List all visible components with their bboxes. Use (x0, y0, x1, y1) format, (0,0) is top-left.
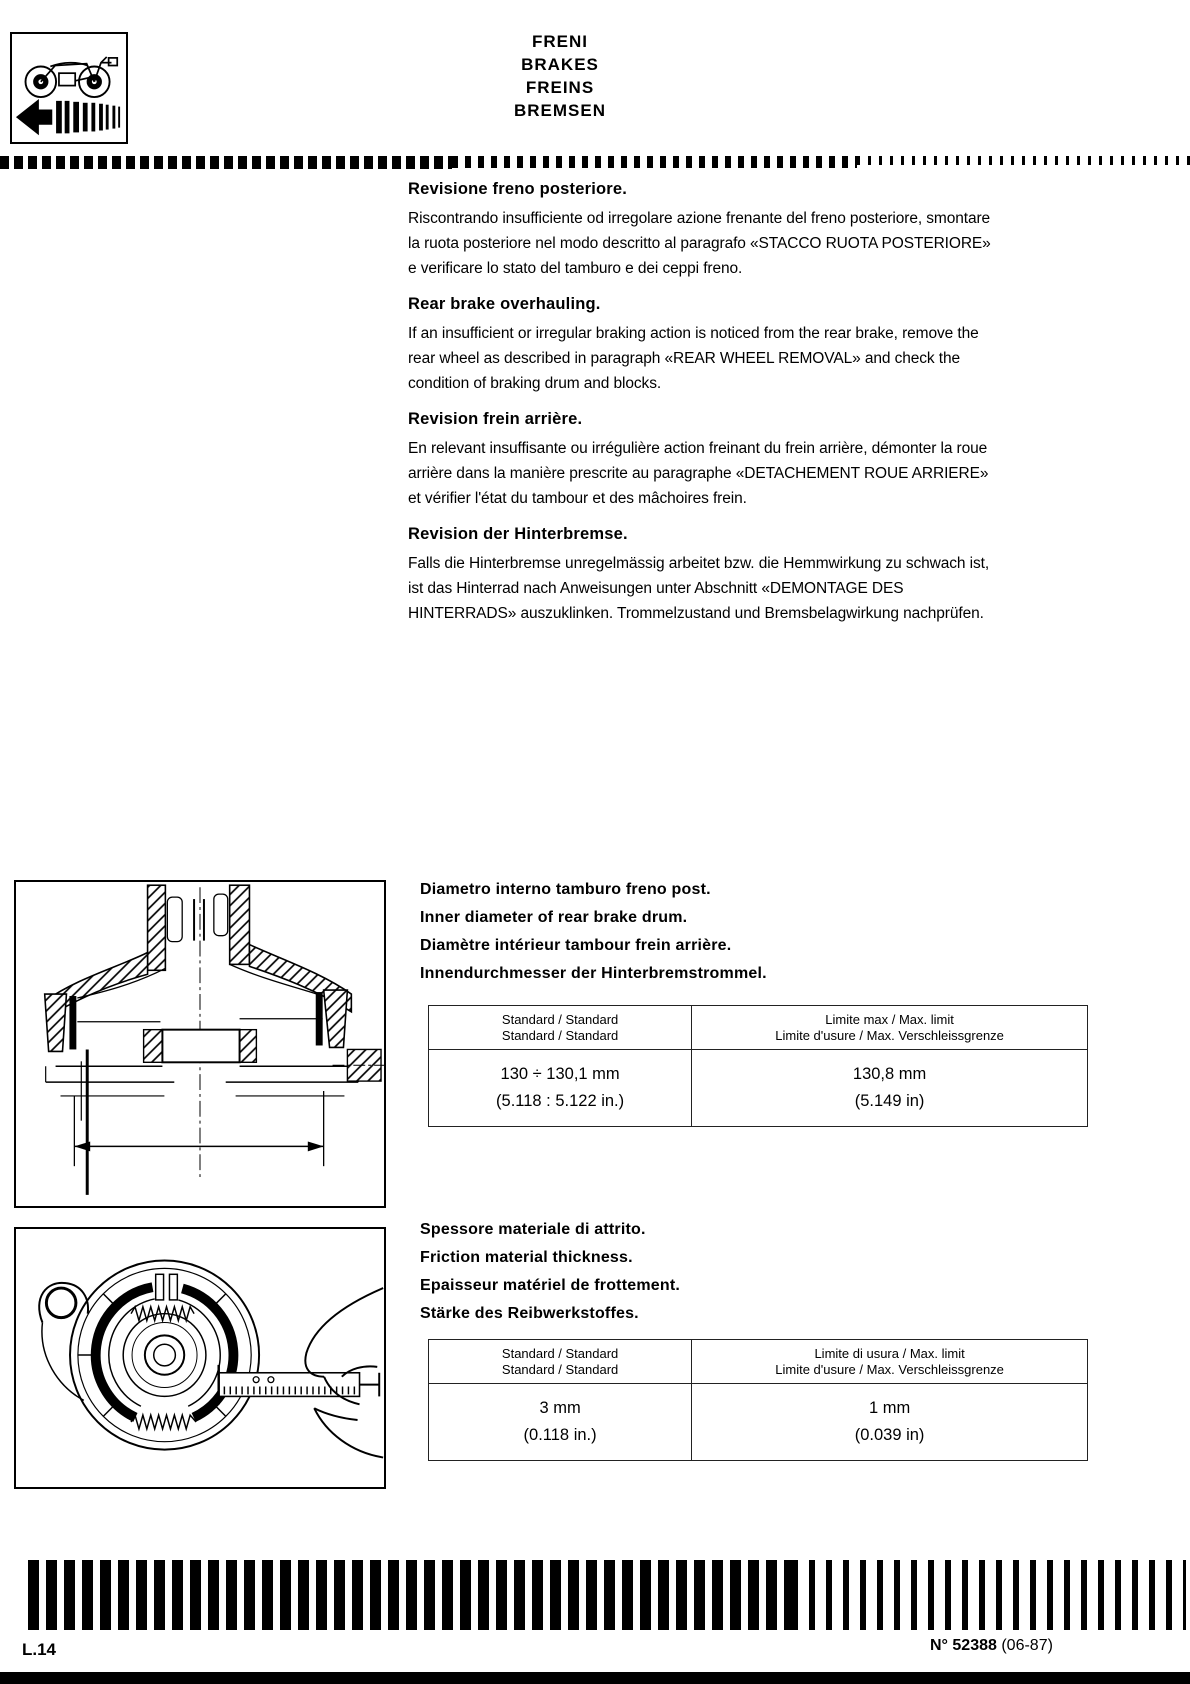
value-in: (5.149 in) (854, 1092, 925, 1110)
page-title (420, 30, 700, 122)
value-mm: 130,8 mm (852, 1065, 927, 1083)
spec1-headings (420, 876, 995, 988)
spec2-standard-header (429, 1340, 692, 1384)
spec1-standard-header (429, 1006, 692, 1050)
spec2-table (428, 1339, 1088, 1461)
value-in: (5.118 : 5.122 in.) (496, 1092, 625, 1110)
figure-drum-cross-section (14, 880, 386, 1208)
spec1-limit-header (692, 1006, 1087, 1050)
section-body: Riscontrando insufficiente od irregolare azione frenante del freno posteriore, smontare la ruota posteriore nel modo descritto al paragrafo «STACCO RUOTA POSTERIORE» e verificare lo stato del tamburo e dei ceppi freno. (408, 210, 991, 277)
text-column (408, 180, 996, 640)
chapter-logo-box (10, 32, 128, 144)
section-heading: Revisione freno posteriore. (408, 180, 628, 198)
figure-brake-shoe-measurement (14, 1227, 386, 1489)
spec2-heading-en: Friction material thickness. (420, 1249, 633, 1266)
section-body: Falls die Hinterbremse unregelmässig arbeitet bzw. die Hemmwirkung zu schwach ist, ist das Hinterrad nach Anweisungen unter Abschnitt «DEMONTAGE DES HINTERRADS» auszuklinken. Trommelzustand und Bremsbelagwirkung nachprüfen. (408, 555, 990, 622)
header-line: Standard / Standard (501, 1361, 619, 1377)
section-body: If an insufficient or irregular braking action is noticed from the rear brake, remove the rear wheel as described in paragraph «REAR WHEEL REMOVAL» and check the condition of braking drum and blocks. (408, 325, 979, 392)
value-mm: 1 mm (868, 1399, 911, 1417)
value-mm: 130 ÷ 130,1 mm (500, 1065, 620, 1083)
separator-segment (452, 156, 857, 168)
title-french: FREINS (525, 78, 595, 97)
footer-barcode-right (792, 1560, 1186, 1630)
header-line: Standard / Standard (501, 1011, 619, 1027)
motorcycle-icon (12, 34, 125, 141)
spec1-heading-it: Diametro interno tamburo freno post. (420, 881, 711, 898)
spec2-limit-value (692, 1384, 1087, 1460)
spec1-limit-value (692, 1050, 1087, 1126)
header-line: Standard / Standard (501, 1345, 619, 1361)
section-heading: Revision frein arrière. (408, 410, 583, 428)
separator-segment (0, 156, 452, 169)
spec2-heading-de: Stärke des Reibwerkstoffes. (420, 1305, 639, 1322)
doc-number: N° 52388 (930, 1637, 997, 1654)
spec1-heading-de: Innendurchmesser der Hinterbremstrommel. (420, 965, 767, 982)
spec1-heading-en: Inner diameter of rear brake drum. (420, 909, 688, 926)
dashed-separator (0, 156, 1190, 170)
spec1-heading-fr: Diamètre intérieur tambour frein arrière. (420, 937, 732, 954)
section-french (408, 410, 996, 511)
value-in: (0.039 in) (854, 1426, 925, 1444)
page-bottom-band (0, 1672, 1190, 1684)
spec2-heading-fr: Epaisseur matériel de frottement. (420, 1277, 681, 1294)
value-mm: 3 mm (539, 1399, 581, 1417)
section-heading: Rear brake overhauling. (408, 295, 601, 313)
header-line: Limite d'usure / Max. Verschleissgrenze (775, 1027, 1004, 1043)
spec2-limit-header (692, 1340, 1087, 1384)
header-line: Limite d'usure / Max. Verschleissgrenze (775, 1361, 1004, 1377)
title-german: BREMSEN (513, 101, 606, 120)
footer-barcode (28, 1560, 1186, 1630)
section-body: En relevant insuffisante ou irrégulière action freinant du frein arrière, démonter la roue arrière dans la manière prescrite au paragraphe «DETACHEMENT ROUE ARRIERE» et vérifier l'état du tambour et des mâchoires frein. (408, 440, 989, 507)
spec2-headings (420, 1216, 995, 1328)
header-line: Standard / Standard (501, 1027, 619, 1043)
spec2-heading-it: Spessore materiale di attrito. (420, 1221, 646, 1238)
brake-assembly-drawing (16, 1229, 384, 1487)
spec1-table (428, 1005, 1088, 1127)
header-line: Limite di usura / Max. limit (814, 1345, 965, 1361)
section-italian (408, 180, 996, 281)
section-german (408, 525, 996, 626)
spec1-standard-value (429, 1050, 692, 1126)
separator-segment (857, 156, 1190, 165)
doc-date: (06-87) (1001, 1637, 1053, 1654)
document-number (930, 1637, 1053, 1655)
header-line: Limite max / Max. limit (825, 1011, 954, 1027)
section-english (408, 295, 996, 396)
section-heading: Revision der Hinterbremse. (408, 525, 628, 543)
back-arrow-icon (16, 99, 120, 135)
page-code: L.14 (22, 1640, 57, 1659)
title-italian: FRENI (532, 32, 588, 51)
drum-section-drawing (16, 882, 384, 1206)
value-in: (0.118 in.) (523, 1426, 597, 1444)
spec2-standard-value (429, 1384, 692, 1460)
title-english: BRAKES (521, 55, 599, 74)
